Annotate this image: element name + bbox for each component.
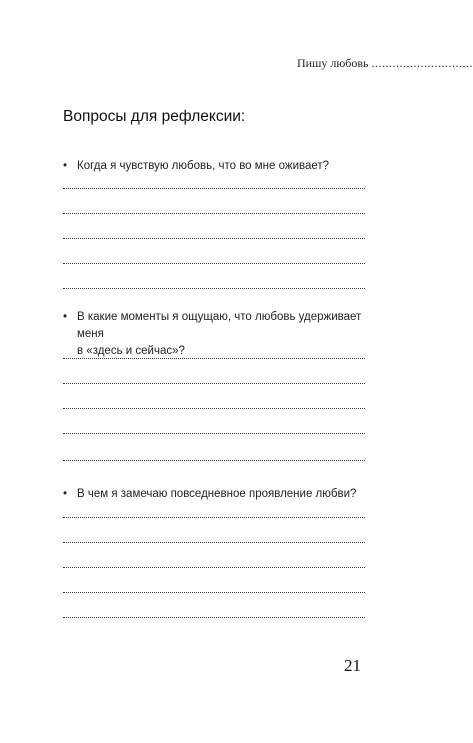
answer-line[interactable] <box>63 288 365 289</box>
answer-line[interactable] <box>63 263 365 264</box>
answer-line[interactable] <box>63 567 365 568</box>
question-3 <box>63 486 373 503</box>
question-2-text-line-2: в «здесь и сейчас»? <box>77 345 185 357</box>
header-title: Пишу любовь <box>297 56 369 70</box>
bullet-icon: • <box>63 311 68 323</box>
bullet-icon: • <box>63 488 68 500</box>
answer-line[interactable] <box>63 408 365 409</box>
question-1 <box>63 158 373 175</box>
answer-line[interactable] <box>63 238 365 239</box>
answer-line[interactable] <box>63 188 365 189</box>
bullet-icon: • <box>63 160 68 172</box>
answer-line[interactable] <box>63 592 365 593</box>
answer-line[interactable] <box>63 617 365 618</box>
page-number: 21 <box>344 656 361 675</box>
answer-line[interactable] <box>63 383 365 384</box>
answer-line[interactable] <box>63 460 365 461</box>
question-1-text: Когда я чувствую любовь, что во мне оживает? <box>77 160 330 172</box>
running-header <box>297 56 473 71</box>
question-2-text-line-1: В какие моменты я ощущаю, что любовь удерживает меня <box>77 311 362 340</box>
question-3-text: В чем я замечаю повседневное проявление любви? <box>77 488 357 500</box>
section-title: Вопросы для рефлексии: <box>63 108 246 125</box>
answer-line[interactable] <box>63 433 365 434</box>
header-dots: ............................. <box>371 56 473 70</box>
answer-line[interactable] <box>63 517 365 518</box>
answer-line[interactable] <box>63 542 365 543</box>
answer-line[interactable] <box>63 358 365 359</box>
question-2 <box>63 309 373 360</box>
answer-line[interactable] <box>63 213 365 214</box>
